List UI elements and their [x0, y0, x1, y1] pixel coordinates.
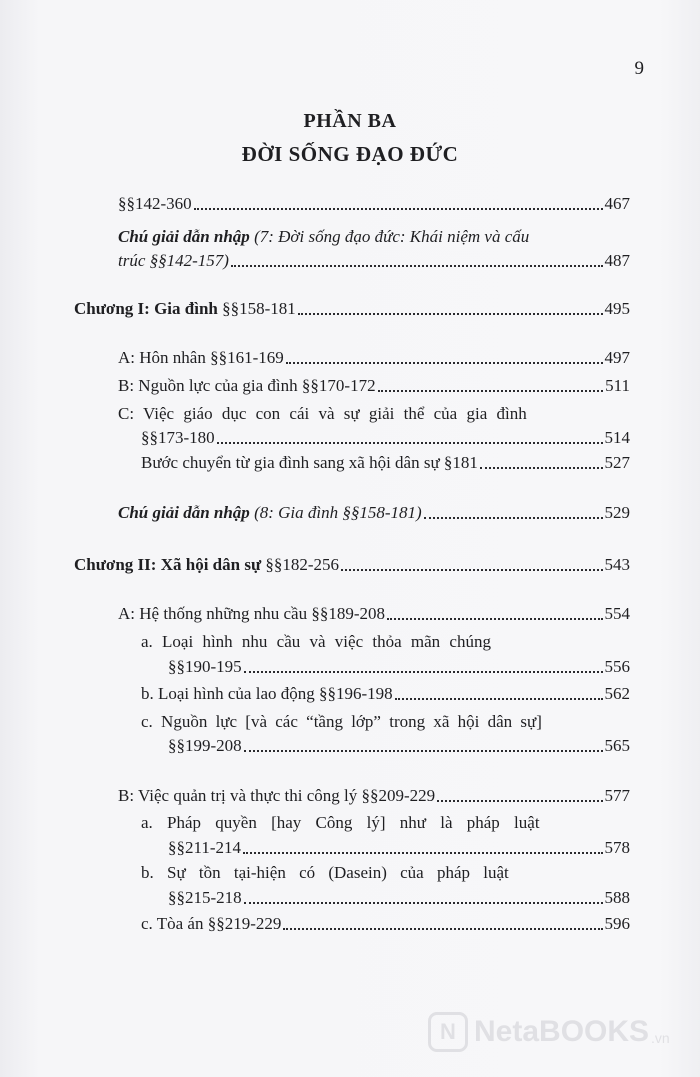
toc-entry-ch2-a3 — [168, 735, 630, 757]
toc-entry-text: B: Việc quản trị và thực thi công lý §§209-229 — [118, 786, 436, 805]
leader-dots — [378, 390, 604, 392]
toc-page-number: 467 — [604, 194, 630, 213]
toc-page-number: 588 — [604, 888, 630, 907]
toc-entry-text: §§142-360 — [118, 194, 192, 213]
leader-dots — [283, 928, 602, 930]
toc-page-number: 554 — [604, 604, 630, 623]
toc-entry-ch2-b2 — [168, 887, 630, 909]
toc-chapter-1 — [74, 298, 630, 320]
toc-entry-ch2-b3 — [141, 913, 630, 935]
toc-page-number: 562 — [604, 684, 630, 703]
toc-chapter-2 — [74, 554, 630, 576]
toc-page-number: 511 — [605, 376, 630, 395]
part-label: PHẦN BA — [303, 110, 397, 132]
toc-entry-text: B: Nguồn lực của gia đình §§170-172 — [118, 376, 376, 395]
chapter-ref: §§158-181 — [222, 299, 296, 318]
toc-entry-text: (7: Đời sống đạo đức: Khái niệm và cấu — [254, 227, 530, 246]
toc-entry-ch2-a — [118, 603, 630, 625]
toc-page-number: 527 — [604, 453, 630, 472]
toc-entry-text: §§211-214 — [168, 838, 242, 857]
leader-dots — [341, 569, 602, 571]
toc-entry-emphasis: Chú giải dẫn nhập — [118, 503, 250, 522]
toc-entry-text: b. Loại hình của lao động §§196-198 — [141, 684, 393, 703]
toc-page-number: 487 — [604, 251, 630, 270]
toc-entry-intro-7 — [118, 250, 630, 272]
leader-dots — [217, 442, 603, 444]
toc-entry-text: A: Hệ thống những nhu cầu §§189-208 — [118, 604, 386, 623]
chapter-title: : Xã hội dân sự — [150, 555, 262, 574]
toc-entry-emphasis: Chú giải dẫn nhập — [118, 227, 250, 246]
leader-dots — [231, 265, 603, 267]
watermark-text: NetaBOOKS — [474, 1015, 650, 1048]
leader-dots — [244, 902, 603, 904]
toc-page-number: 577 — [604, 786, 630, 805]
toc-entry-part — [118, 193, 630, 215]
chapter-title: : Gia đình — [144, 299, 218, 318]
toc-entry-intro-7-line1 — [118, 226, 630, 248]
toc-entry-text: c. Tòa án §§219-229 — [141, 914, 282, 933]
toc-entry-ch1-transition — [141, 452, 630, 474]
toc-entry-ch1-c — [141, 427, 630, 449]
toc-entry-ch1-c-line1: C: Việc giáo dục con cái và sự giải thể của gia đình — [118, 404, 527, 423]
part-name: ĐỜI SỐNG ĐẠO ĐỨC — [241, 142, 459, 166]
toc-entry-ch2-b2-line1: b. Sự tồn tại-hiện có (Dasein) của pháp luật — [141, 863, 509, 882]
chapter-ref: §§182-256 — [265, 555, 340, 574]
page-number: 9 — [634, 58, 644, 79]
toc-page-number: 497 — [604, 348, 630, 367]
toc-entry-ch2-b1 — [168, 837, 630, 859]
toc-entry-ch1-a — [118, 347, 630, 369]
toc-entry-text: Bước chuyển từ gia đình sang xã hội dân sự §181 — [141, 453, 478, 472]
leader-dots — [437, 800, 602, 802]
toc-page-number: 556 — [604, 657, 630, 676]
toc-entry-ch2-a2 — [141, 683, 630, 705]
toc-page-number: 578 — [604, 838, 630, 857]
netabooks-logo-icon: N — [428, 1012, 468, 1052]
leader-dots — [243, 852, 602, 854]
leader-dots — [194, 208, 603, 210]
toc-page-number: 514 — [604, 428, 630, 447]
watermark-suffix: .vn — [651, 1030, 670, 1046]
toc-page-number: 565 — [604, 736, 630, 755]
netabooks-watermark — [428, 1012, 670, 1052]
leader-dots — [395, 698, 603, 700]
toc-entry-text: A: Hôn nhân §§161-169 — [118, 348, 284, 367]
leader-dots — [244, 671, 603, 673]
toc-page-number: 596 — [604, 914, 630, 933]
toc-entry-ch2-a1 — [168, 656, 630, 678]
toc-entry-text: (8: Gia đình §§158-181) — [254, 503, 422, 522]
leader-dots — [286, 362, 603, 364]
toc-entry-ch1-b — [118, 375, 630, 397]
toc-page-number: 529 — [604, 503, 630, 522]
leader-dots — [480, 467, 603, 469]
toc-entry-text: §§215-218 — [168, 888, 242, 907]
chapter-label: Chương I — [74, 299, 145, 318]
toc-entry-ch2-b — [118, 785, 630, 807]
toc-entry-ch2-a3-line1: c. Nguồn lực [và các “tầng lớp” trong xã hội dân sự] — [141, 712, 542, 731]
leader-dots — [298, 313, 603, 315]
toc-entry-text: trúc §§142-157) — [118, 251, 229, 270]
toc-entry-text: §§199-208 — [168, 736, 242, 755]
toc-entry-ch2-b1-line1: a. Pháp quyền [hay Công lý] như là pháp luật — [141, 813, 540, 832]
toc-entry-text: §§173-180 — [141, 428, 215, 447]
toc-page-number: 543 — [604, 555, 630, 574]
leader-dots — [387, 618, 602, 620]
toc-entry-intro-8 — [118, 502, 630, 524]
toc-entry-text: §§190-195 — [168, 657, 242, 676]
chapter-label: Chương II — [74, 555, 151, 574]
leader-dots — [424, 517, 603, 519]
leader-dots — [244, 750, 603, 752]
toc-page-number: 495 — [604, 299, 630, 318]
toc-entry-ch2-a1-line1: a. Loại hình nhu cầu và việc thỏa mãn chúng — [141, 632, 491, 651]
